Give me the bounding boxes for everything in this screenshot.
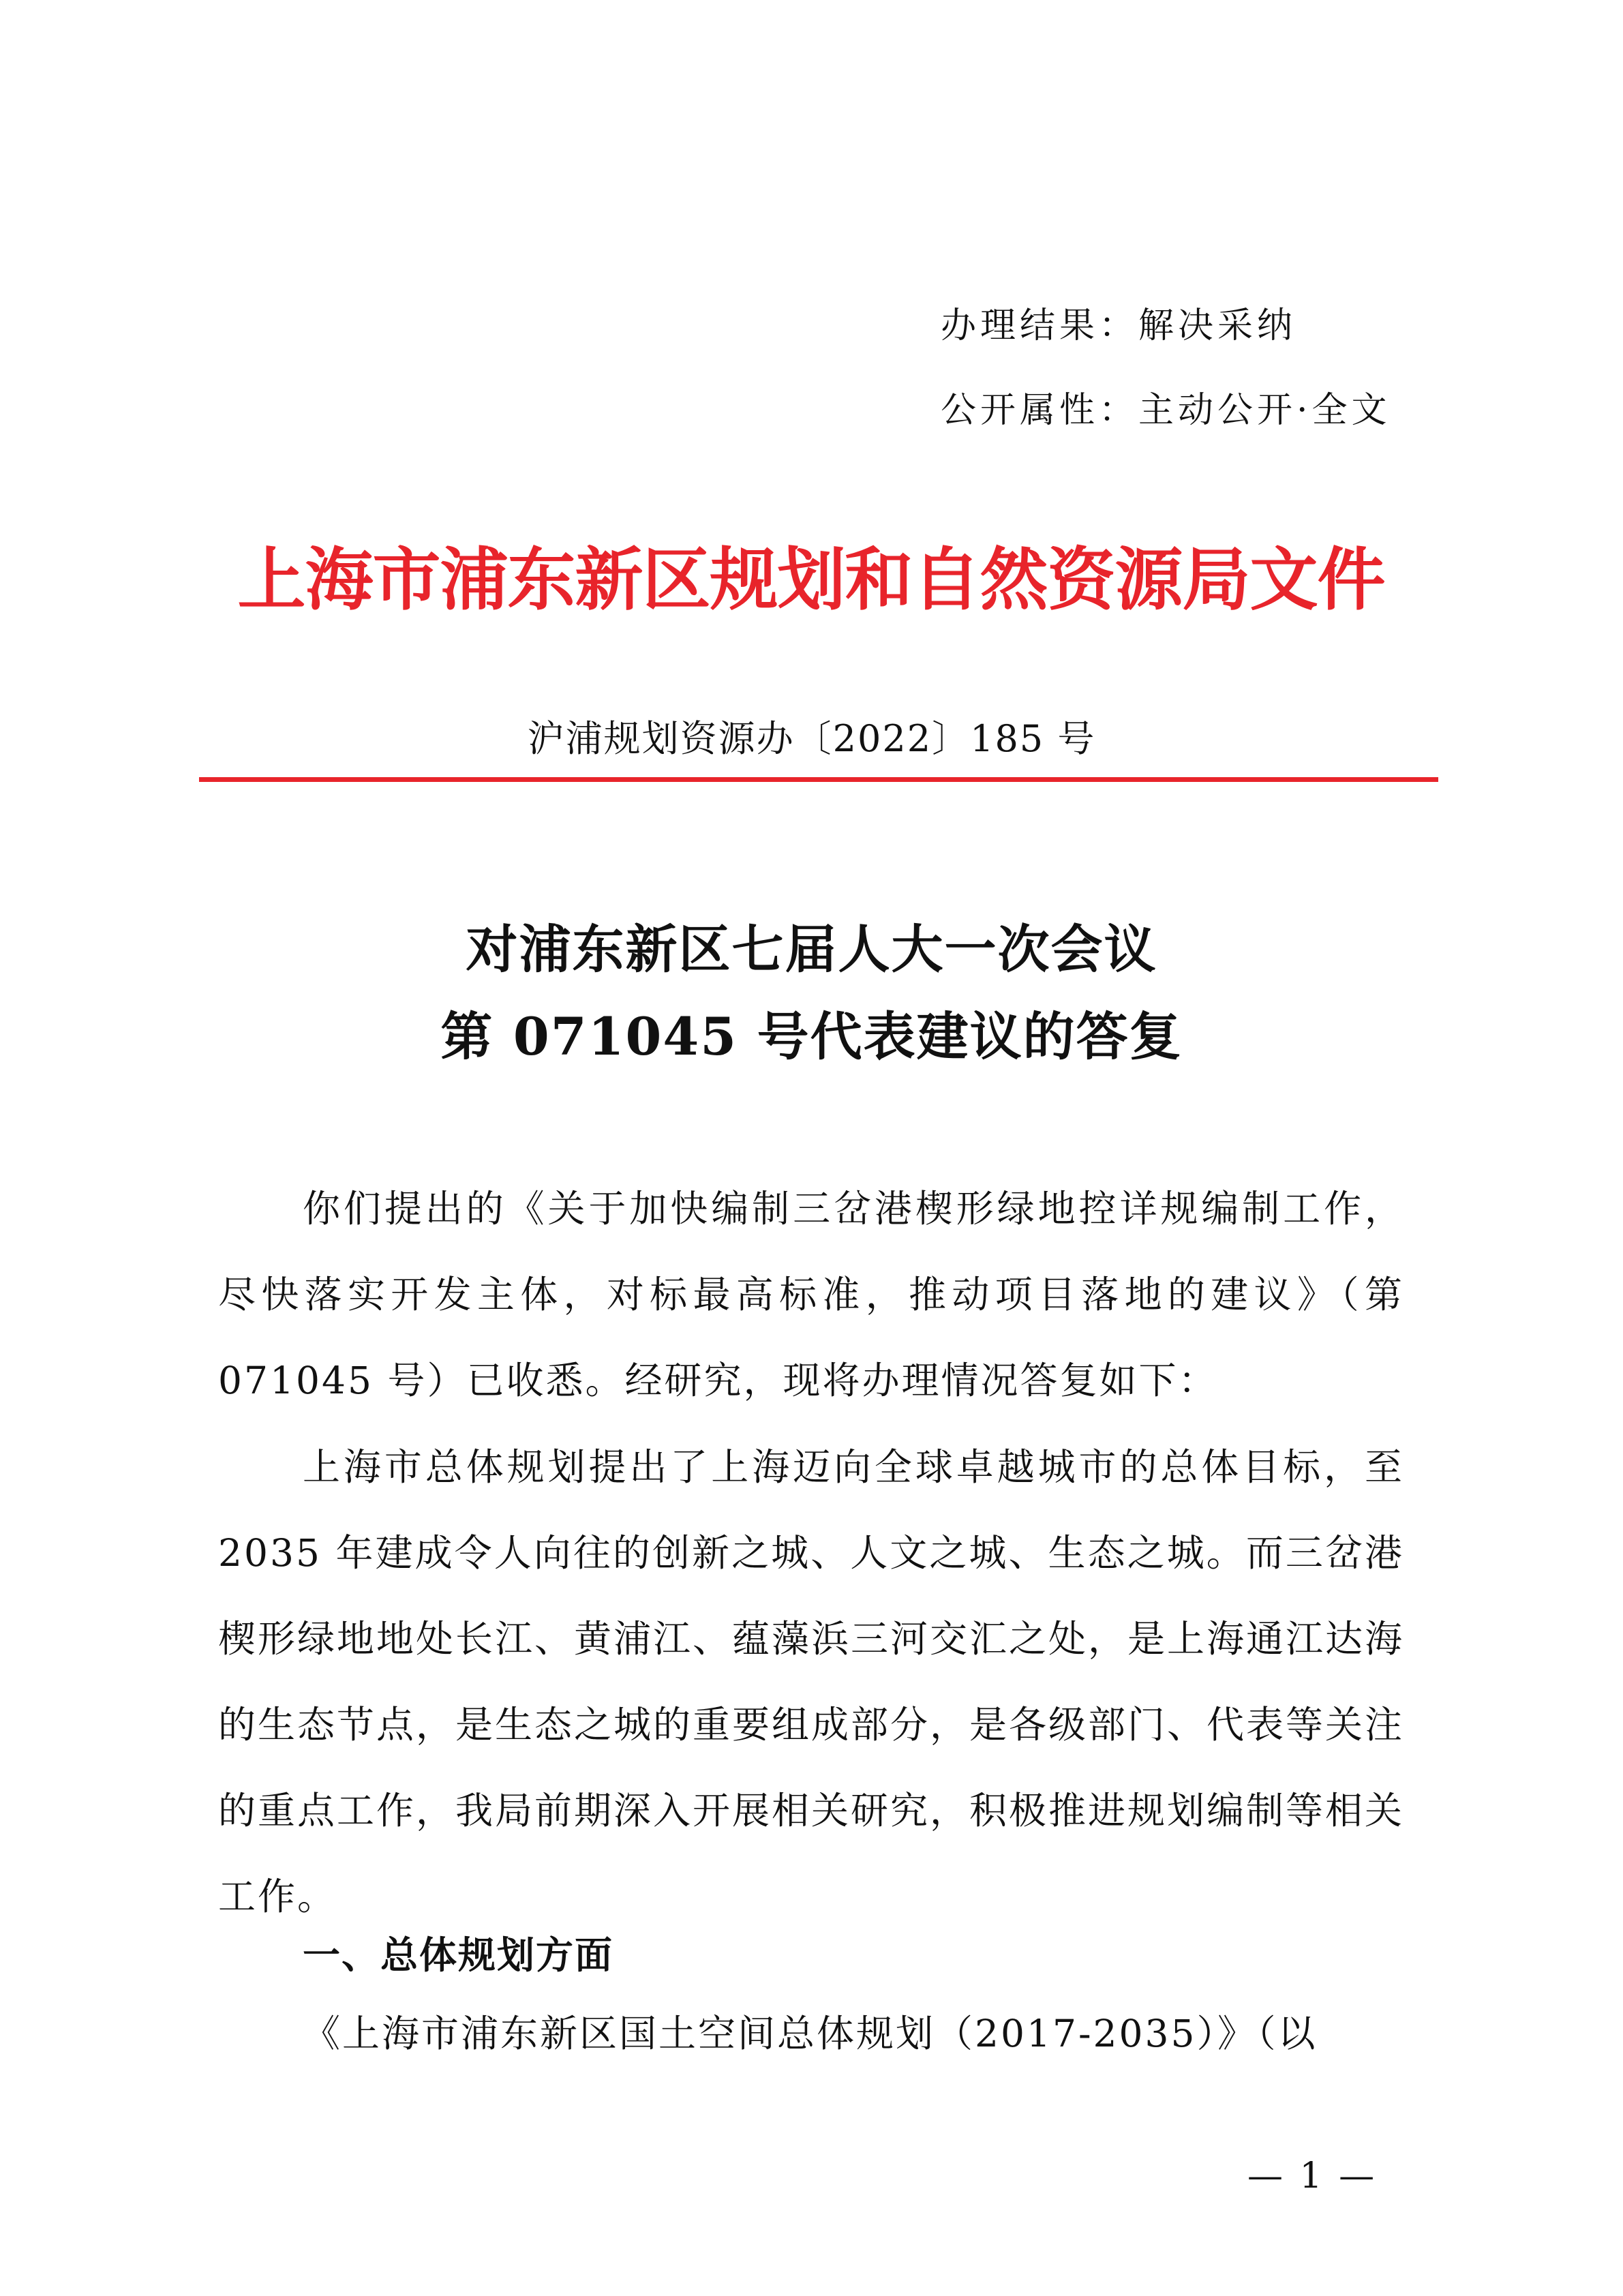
body-paragraph-2: 上海市总体规划提出了上海迈向全球卓越城市的总体目标，至 2035 年建成令人向往的创新之城、人文之城、生态之城。而三岔港楔形绿地地处长江、黄浦江、蕴藻浜三河交汇之处，是上海通江达海的生态节点，是生态之城的重要组成部分，是各级部门、代表等关注的重点工作，我局前期深入开展相关研究，积极推进规划编制等相关工作。 [218, 1445, 1405, 1918]
section-heading-overall-planning: 一、总体规划方面 [303, 1933, 614, 1977]
handling-result: 办理结果：解决采纳 [941, 305, 1297, 346]
reply-title-line-1: 对浦东新区七届人大一次会议 [466, 919, 1157, 980]
body-paragraph-3: 《上海市浦东新区国土空间总体规划（2017-2035）》（以 [303, 2012, 1318, 2055]
issuing-authority-title: 上海市浦东新区规划和自然资源局文件 [237, 539, 1385, 620]
red-divider-line [199, 777, 1438, 782]
document-number: 沪浦规划资源办〔2022〕185 号 [527, 717, 1096, 760]
disclosure-attribute: 公开属性：主动公开·全文 [941, 390, 1391, 431]
page-number: — 1 — [1247, 2156, 1378, 2196]
body-paragraph-1: 你们提出的《关于加快编制三岔港楔形绿地控详规编制工作，尽快落实开发主体，对标最高标准，推动项目落地的建议》（第 071045 号）已收悉。经研究，现将办理情况答复如下： [218, 1187, 1404, 1402]
reply-title-line-2: 第 071045 号代表建议的答复 [440, 1006, 1183, 1067]
